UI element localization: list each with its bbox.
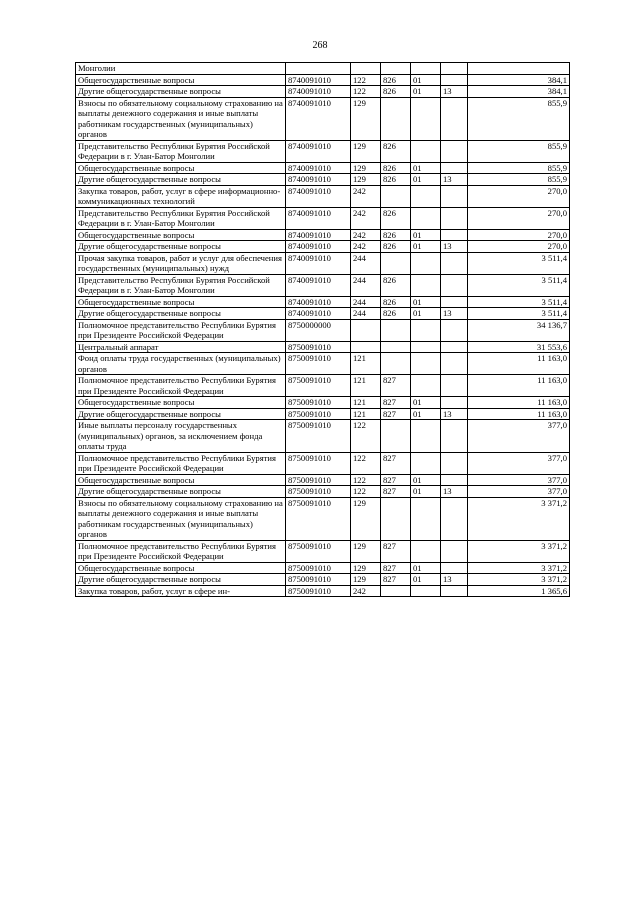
row-rz-cell bbox=[411, 319, 441, 341]
page-number: 268 bbox=[312, 40, 328, 51]
row-sum-cell: 377,0 bbox=[468, 420, 570, 453]
row-ved-cell bbox=[381, 63, 411, 75]
row-sum-cell: 3 511,4 bbox=[468, 308, 570, 320]
row-kvr-cell bbox=[351, 319, 381, 341]
row-code-cell: 8750091010 bbox=[286, 452, 351, 474]
row-name-cell: Общегосударственные вопросы bbox=[76, 474, 286, 486]
row-kvr-cell: 122 bbox=[351, 420, 381, 453]
row-name-cell: Взносы по обязательному социальному страхованию на выплаты денежного содержания и иные выплаты работникам государственных (муниципальных) органов bbox=[76, 497, 286, 540]
row-sum-cell: 3 371,2 bbox=[468, 540, 570, 562]
row-pr-cell bbox=[441, 420, 468, 453]
table-row bbox=[76, 86, 570, 98]
row-name-cell: Закупка товаров, работ, услуг в сфере ин- bbox=[76, 585, 286, 597]
row-code-cell: 8740091010 bbox=[286, 86, 351, 98]
row-sum-cell: 3 511,4 bbox=[468, 296, 570, 308]
table-row bbox=[76, 252, 570, 274]
row-rz-cell: 01 bbox=[411, 486, 441, 498]
row-name-cell: Другие общегосударственные вопросы bbox=[76, 174, 286, 186]
row-kvr-cell: 244 bbox=[351, 252, 381, 274]
row-ved-cell: 827 bbox=[381, 397, 411, 409]
row-code-cell bbox=[286, 63, 351, 75]
row-name-cell: Другие общегосударственные вопросы bbox=[76, 408, 286, 420]
row-name-cell: Другие общегосударственные вопросы bbox=[76, 308, 286, 320]
row-rz-cell bbox=[411, 540, 441, 562]
row-kvr-cell bbox=[351, 341, 381, 353]
table-row bbox=[76, 174, 570, 186]
row-rz-cell bbox=[411, 185, 441, 207]
row-code-cell: 8750091010 bbox=[286, 408, 351, 420]
row-rz-cell: 01 bbox=[411, 86, 441, 98]
row-kvr-cell: 129 bbox=[351, 162, 381, 174]
row-ved-cell: 827 bbox=[381, 562, 411, 574]
table-row bbox=[76, 74, 570, 86]
row-code-cell: 8740091010 bbox=[286, 296, 351, 308]
row-kvr-cell: 129 bbox=[351, 97, 381, 140]
row-rz-cell bbox=[411, 252, 441, 274]
row-rz-cell: 01 bbox=[411, 229, 441, 241]
table-row bbox=[76, 97, 570, 140]
row-name-cell: Общегосударственные вопросы bbox=[76, 74, 286, 86]
row-rz-cell bbox=[411, 585, 441, 597]
row-pr-cell bbox=[441, 140, 468, 162]
row-name-cell: Полномочное представительство Республики Бурятия при Президенте Российской Федерации bbox=[76, 452, 286, 474]
row-pr-cell bbox=[441, 162, 468, 174]
row-kvr-cell: 121 bbox=[351, 408, 381, 420]
row-kvr-cell: 129 bbox=[351, 497, 381, 540]
row-rz-cell bbox=[411, 420, 441, 453]
table-row bbox=[76, 452, 570, 474]
row-rz-cell bbox=[411, 341, 441, 353]
row-pr-cell bbox=[441, 229, 468, 241]
row-pr-cell bbox=[441, 319, 468, 341]
row-rz-cell: 01 bbox=[411, 74, 441, 86]
row-name-cell: Общегосударственные вопросы bbox=[76, 562, 286, 574]
row-rz-cell: 01 bbox=[411, 574, 441, 586]
table-row bbox=[76, 296, 570, 308]
row-code-cell: 8750091010 bbox=[286, 341, 351, 353]
row-ved-cell bbox=[381, 341, 411, 353]
row-code-cell: 8750091010 bbox=[286, 497, 351, 540]
row-sum-cell: 11 163,0 bbox=[468, 408, 570, 420]
row-code-cell: 8740091010 bbox=[286, 140, 351, 162]
table-row bbox=[76, 207, 570, 229]
row-ved-cell bbox=[381, 420, 411, 453]
row-code-cell: 8740091010 bbox=[286, 185, 351, 207]
row-rz-cell bbox=[411, 63, 441, 75]
row-name-cell: Закупка товаров, работ, услуг в сфере информационно-коммуникационных технологий bbox=[76, 185, 286, 207]
row-pr-cell bbox=[441, 63, 468, 75]
row-code-cell: 8740091010 bbox=[286, 174, 351, 186]
row-code-cell: 8740091010 bbox=[286, 162, 351, 174]
row-sum-cell: 377,0 bbox=[468, 474, 570, 486]
row-code-cell: 8750091010 bbox=[286, 585, 351, 597]
row-code-cell: 8750091010 bbox=[286, 540, 351, 562]
row-kvr-cell: 122 bbox=[351, 86, 381, 98]
row-ved-cell: 826 bbox=[381, 162, 411, 174]
table-row bbox=[76, 162, 570, 174]
row-sum-cell: 3 371,2 bbox=[468, 574, 570, 586]
row-pr-cell bbox=[441, 585, 468, 597]
row-pr-cell: 13 bbox=[441, 241, 468, 253]
row-ved-cell bbox=[381, 497, 411, 540]
row-name-cell: Полномочное представительство Республики Бурятия при Президенте Российской Федерации bbox=[76, 540, 286, 562]
row-pr-cell bbox=[441, 353, 468, 375]
row-name-cell: Полномочное представительство Республики Бурятия при Президенте Российской Федерации bbox=[76, 319, 286, 341]
row-name-cell: Общегосударственные вопросы bbox=[76, 229, 286, 241]
row-kvr-cell: 244 bbox=[351, 274, 381, 296]
row-rz-cell: 01 bbox=[411, 241, 441, 253]
row-pr-cell bbox=[441, 497, 468, 540]
row-ved-cell: 827 bbox=[381, 540, 411, 562]
row-ved-cell bbox=[381, 353, 411, 375]
row-kvr-cell: 122 bbox=[351, 452, 381, 474]
table-row bbox=[76, 341, 570, 353]
row-name-cell: Прочая закупка товаров, работ и услуг для обеспечения государственных (муниципальных) нужд bbox=[76, 252, 286, 274]
table-row bbox=[76, 474, 570, 486]
row-pr-cell: 13 bbox=[441, 174, 468, 186]
row-sum-cell: 855,9 bbox=[468, 174, 570, 186]
row-sum-cell: 11 163,0 bbox=[468, 353, 570, 375]
row-sum-cell: 270,0 bbox=[468, 241, 570, 253]
row-kvr-cell: 242 bbox=[351, 185, 381, 207]
row-sum-cell bbox=[468, 63, 570, 75]
row-pr-cell bbox=[441, 452, 468, 474]
budget-table bbox=[75, 62, 570, 597]
row-sum-cell: 3 371,2 bbox=[468, 562, 570, 574]
row-rz-cell bbox=[411, 140, 441, 162]
row-code-cell: 8740091010 bbox=[286, 241, 351, 253]
row-rz-cell: 01 bbox=[411, 174, 441, 186]
row-name-cell: Монголии bbox=[76, 63, 286, 75]
table-row bbox=[76, 241, 570, 253]
table-row bbox=[76, 319, 570, 341]
row-pr-cell bbox=[441, 207, 468, 229]
row-sum-cell: 34 136,7 bbox=[468, 319, 570, 341]
row-ved-cell: 827 bbox=[381, 574, 411, 586]
row-kvr-cell: 242 bbox=[351, 229, 381, 241]
row-rz-cell bbox=[411, 274, 441, 296]
row-pr-cell bbox=[441, 97, 468, 140]
row-code-cell: 8740091010 bbox=[286, 97, 351, 140]
row-name-cell: Общегосударственные вопросы bbox=[76, 162, 286, 174]
table-row bbox=[76, 274, 570, 296]
row-pr-cell bbox=[441, 274, 468, 296]
row-code-cell: 8740091010 bbox=[286, 252, 351, 274]
row-ved-cell: 826 bbox=[381, 296, 411, 308]
table-row bbox=[76, 540, 570, 562]
row-pr-cell bbox=[441, 397, 468, 409]
table-row bbox=[76, 229, 570, 241]
row-ved-cell: 826 bbox=[381, 308, 411, 320]
row-name-cell: Общегосударственные вопросы bbox=[76, 397, 286, 409]
row-pr-cell bbox=[441, 252, 468, 274]
row-sum-cell: 384,1 bbox=[468, 74, 570, 86]
table-row bbox=[76, 140, 570, 162]
row-code-cell: 8740091010 bbox=[286, 207, 351, 229]
row-kvr-cell: 244 bbox=[351, 296, 381, 308]
row-pr-cell bbox=[441, 562, 468, 574]
row-pr-cell: 13 bbox=[441, 308, 468, 320]
row-code-cell: 8750091010 bbox=[286, 574, 351, 586]
row-name-cell: Центральный аппарат bbox=[76, 341, 286, 353]
table-row bbox=[76, 574, 570, 586]
row-rz-cell: 01 bbox=[411, 562, 441, 574]
table-row bbox=[76, 408, 570, 420]
row-code-cell: 8750091010 bbox=[286, 474, 351, 486]
row-ved-cell bbox=[381, 585, 411, 597]
row-rz-cell: 01 bbox=[411, 308, 441, 320]
row-kvr-cell: 121 bbox=[351, 353, 381, 375]
row-code-cell: 8740091010 bbox=[286, 229, 351, 241]
row-pr-cell: 13 bbox=[441, 86, 468, 98]
row-kvr-cell: 121 bbox=[351, 397, 381, 409]
row-ved-cell: 827 bbox=[381, 375, 411, 397]
row-pr-cell bbox=[441, 474, 468, 486]
row-name-cell: Общегосударственные вопросы bbox=[76, 296, 286, 308]
row-ved-cell bbox=[381, 185, 411, 207]
row-pr-cell: 13 bbox=[441, 574, 468, 586]
row-rz-cell bbox=[411, 452, 441, 474]
row-code-cell: 8740091010 bbox=[286, 274, 351, 296]
row-kvr-cell: 129 bbox=[351, 140, 381, 162]
row-pr-cell bbox=[441, 74, 468, 86]
table-row bbox=[76, 185, 570, 207]
row-rz-cell bbox=[411, 353, 441, 375]
row-kvr-cell: 242 bbox=[351, 585, 381, 597]
table-row bbox=[76, 420, 570, 453]
table-row bbox=[76, 353, 570, 375]
row-kvr-cell: 122 bbox=[351, 474, 381, 486]
table-row bbox=[76, 308, 570, 320]
row-name-cell: Другие общегосударственные вопросы bbox=[76, 86, 286, 98]
row-name-cell: Другие общегосударственные вопросы bbox=[76, 486, 286, 498]
table-row bbox=[76, 486, 570, 498]
row-ved-cell: 826 bbox=[381, 274, 411, 296]
row-sum-cell: 855,9 bbox=[468, 97, 570, 140]
row-ved-cell: 827 bbox=[381, 474, 411, 486]
row-kvr-cell bbox=[351, 63, 381, 75]
row-pr-cell bbox=[441, 341, 468, 353]
table-row bbox=[76, 63, 570, 75]
row-rz-cell bbox=[411, 375, 441, 397]
row-rz-cell: 01 bbox=[411, 408, 441, 420]
row-rz-cell: 01 bbox=[411, 296, 441, 308]
row-sum-cell: 855,9 bbox=[468, 162, 570, 174]
row-ved-cell: 826 bbox=[381, 241, 411, 253]
row-code-cell: 8750091010 bbox=[286, 353, 351, 375]
row-ved-cell: 827 bbox=[381, 486, 411, 498]
row-sum-cell: 3 511,4 bbox=[468, 274, 570, 296]
row-name-cell: Другие общегосударственные вопросы bbox=[76, 574, 286, 586]
row-kvr-cell: 129 bbox=[351, 174, 381, 186]
row-kvr-cell: 122 bbox=[351, 74, 381, 86]
row-kvr-cell: 122 bbox=[351, 486, 381, 498]
row-ved-cell: 826 bbox=[381, 74, 411, 86]
row-code-cell: 8750091010 bbox=[286, 375, 351, 397]
row-pr-cell: 13 bbox=[441, 486, 468, 498]
row-kvr-cell: 129 bbox=[351, 574, 381, 586]
table-row bbox=[76, 497, 570, 540]
row-ved-cell: 826 bbox=[381, 207, 411, 229]
row-rz-cell: 01 bbox=[411, 162, 441, 174]
table-row bbox=[76, 562, 570, 574]
row-sum-cell: 855,9 bbox=[468, 140, 570, 162]
row-sum-cell: 270,0 bbox=[468, 207, 570, 229]
row-name-cell: Фонд оплаты труда государственных (муниципальных) органов bbox=[76, 353, 286, 375]
row-sum-cell: 377,0 bbox=[468, 486, 570, 498]
row-ved-cell bbox=[381, 319, 411, 341]
row-ved-cell: 826 bbox=[381, 229, 411, 241]
row-ved-cell bbox=[381, 97, 411, 140]
row-code-cell: 8750091010 bbox=[286, 486, 351, 498]
row-kvr-cell: 242 bbox=[351, 241, 381, 253]
row-sum-cell: 384,1 bbox=[468, 86, 570, 98]
row-code-cell: 8740091010 bbox=[286, 308, 351, 320]
row-code-cell: 8750091010 bbox=[286, 562, 351, 574]
row-sum-cell: 3 511,4 bbox=[468, 252, 570, 274]
row-kvr-cell: 121 bbox=[351, 375, 381, 397]
row-sum-cell: 3 371,2 bbox=[468, 497, 570, 540]
row-name-cell: Полномочное представительство Республики Бурятия при Президенте Российской Федерации bbox=[76, 375, 286, 397]
row-code-cell: 8740091010 bbox=[286, 74, 351, 86]
table-row bbox=[76, 585, 570, 597]
row-code-cell: 8750091010 bbox=[286, 397, 351, 409]
table-row bbox=[76, 397, 570, 409]
row-rz-cell bbox=[411, 497, 441, 540]
row-kvr-cell: 129 bbox=[351, 540, 381, 562]
row-sum-cell: 11 163,0 bbox=[468, 397, 570, 409]
row-name-cell: Взносы по обязательному социальному страхованию на выплаты денежного содержания и иные выплаты работникам государственных (муниципальных) органов bbox=[76, 97, 286, 140]
row-name-cell: Представительство Республики Бурятия Российской Федерации в г. Улан-Батор Монголии bbox=[76, 140, 286, 162]
row-ved-cell: 827 bbox=[381, 452, 411, 474]
row-code-cell: 8750091010 bbox=[286, 420, 351, 453]
row-sum-cell: 11 163,0 bbox=[468, 375, 570, 397]
row-pr-cell bbox=[441, 185, 468, 207]
row-ved-cell: 826 bbox=[381, 174, 411, 186]
row-sum-cell: 270,0 bbox=[468, 185, 570, 207]
row-pr-cell bbox=[441, 375, 468, 397]
row-pr-cell bbox=[441, 296, 468, 308]
row-ved-cell bbox=[381, 252, 411, 274]
row-name-cell: Другие общегосударственные вопросы bbox=[76, 241, 286, 253]
row-name-cell: Представительство Республики Бурятия Российской Федерации в г. Улан-Батор Монголии bbox=[76, 274, 286, 296]
row-ved-cell: 826 bbox=[381, 140, 411, 162]
row-name-cell: Иные выплаты персоналу государственных (муниципальных) органов, за исключением фонда оплаты труда bbox=[76, 420, 286, 453]
row-rz-cell bbox=[411, 207, 441, 229]
row-sum-cell: 377,0 bbox=[468, 452, 570, 474]
row-sum-cell: 1 365,6 bbox=[468, 585, 570, 597]
row-kvr-cell: 244 bbox=[351, 308, 381, 320]
row-pr-cell bbox=[441, 540, 468, 562]
row-kvr-cell: 242 bbox=[351, 207, 381, 229]
table-row bbox=[76, 375, 570, 397]
row-sum-cell: 31 553,6 bbox=[468, 341, 570, 353]
row-sum-cell: 270,0 bbox=[468, 229, 570, 241]
row-rz-cell: 01 bbox=[411, 397, 441, 409]
row-rz-cell: 01 bbox=[411, 474, 441, 486]
row-pr-cell: 13 bbox=[441, 408, 468, 420]
row-ved-cell: 826 bbox=[381, 86, 411, 98]
row-kvr-cell: 129 bbox=[351, 562, 381, 574]
row-ved-cell: 827 bbox=[381, 408, 411, 420]
row-name-cell: Представительство Республики Бурятия Российской Федерации в г. Улан-Батор Монголии bbox=[76, 207, 286, 229]
row-rz-cell bbox=[411, 97, 441, 140]
row-code-cell: 8750000000 bbox=[286, 319, 351, 341]
